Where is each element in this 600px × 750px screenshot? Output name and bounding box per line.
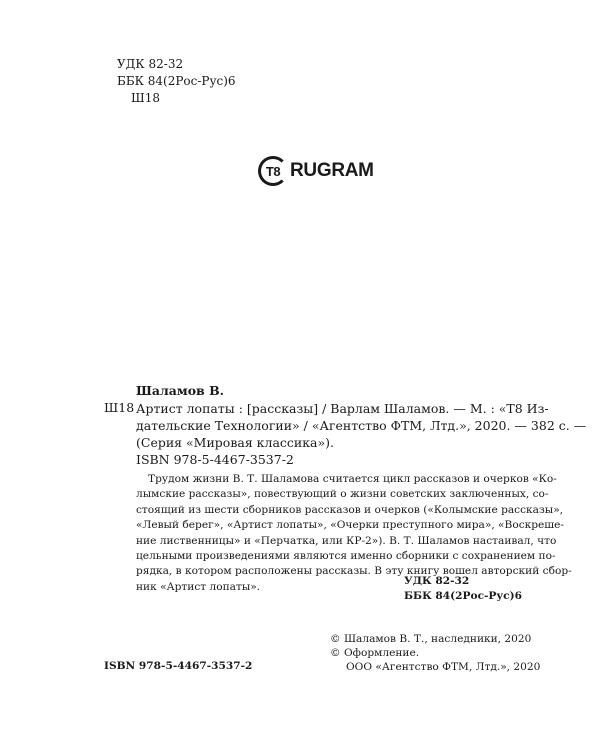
- footer-isbn: ISBN 978-5-4467-3537-2: [104, 660, 253, 672]
- udk-code: УДК 82-32: [404, 575, 470, 587]
- classification-block-top: [117, 56, 236, 107]
- udk-code: УДК 82-32: [117, 57, 184, 71]
- annotation-line: стоящий из шести сборников рассказов и очерков («Колымские рассказы»,: [136, 503, 564, 516]
- annotation-line: рядка, в котором расположены рассказы. В эту книгу вошел авторский сбор-: [136, 565, 572, 578]
- annotation-line: Трудом жизни В. Т. Шаламова считается цикл рассказов и очерков «Ко-: [148, 473, 557, 485]
- entry-code: Ш18: [104, 400, 135, 415]
- copyright-block: [330, 632, 540, 674]
- bbk-code: ББК 84(2Рос-Рус)6: [117, 74, 236, 88]
- logo-text: RUGRAM: [290, 160, 374, 181]
- t8-logo-icon: T8: [258, 156, 288, 186]
- publisher-logo: [258, 154, 374, 188]
- annotation-line: ник «Артист лопаты».: [136, 580, 261, 593]
- annotation-line: лымские рассказы», повествующий о жизни советских заключенных, со-: [136, 488, 549, 501]
- annotation-line: цельными произведениями являются именно сборники с сохранением по-: [136, 550, 556, 563]
- classification-block-bottom: [404, 574, 522, 604]
- annotation-line: ние лиственницы» и «Перчатка, или КР-2»). В. Т. Шаламов настаивал, что: [136, 534, 557, 547]
- entry-author: Шаламов В.: [136, 383, 225, 398]
- description-line: (Серия «Мировая классика»).: [136, 435, 334, 450]
- copyright-publisher: ООО «Агентство ФТМ, Лтд.», 2020: [346, 661, 541, 673]
- author-mark-code: Ш18: [131, 91, 160, 105]
- entry-isbn: ISBN 978-5-4467-3537-2: [136, 452, 294, 467]
- copyright-author: © Шаламов В. Т., наследники, 2020: [330, 633, 532, 645]
- description-line: Артист лопаты : [рассказы] / Варлам Шаламов. — М. : «Т8 Из-: [136, 401, 549, 416]
- copyright-design: © Оформление.: [330, 647, 420, 659]
- annotation-line: «Левый берег», «Артист лопаты», «Очерки преступного мира», «Воскреше-: [136, 519, 565, 532]
- entry-description: [136, 400, 586, 451]
- bbk-code: ББК 84(2Рос-Рус)6: [404, 590, 523, 602]
- description-line: дательские Технологии» / «Агентство ФТМ, Лтд.», 2020. — 382 с. —: [136, 418, 587, 433]
